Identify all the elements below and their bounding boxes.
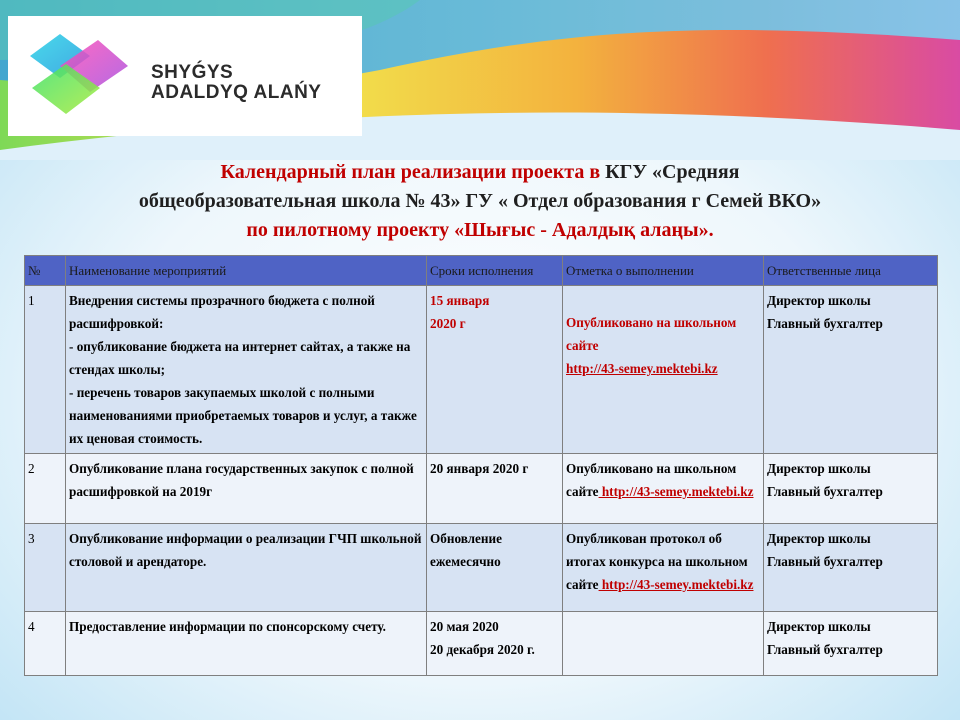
row-num: 2 (25, 454, 66, 524)
title-line-1-dark: КГУ «Средняя (600, 161, 740, 183)
header-name: Наименование мероприятий (66, 256, 427, 286)
row-responsible (764, 612, 938, 676)
row-num: 3 (25, 524, 66, 612)
row-responsible-line: Директор школы (767, 293, 871, 308)
row-status-text: Опубликовано на школьном сайте (566, 315, 737, 353)
row-num: 1 (25, 286, 66, 454)
row-deadline (427, 612, 563, 676)
row-name-line: Опубликование информации о реализации ГЧП школьной столовой и арендаторе. (69, 531, 422, 569)
row-status-text: Опубликован протокол об итогах конкурса на школьном сайте (566, 531, 748, 592)
row-deadline-line: 2020 г (430, 316, 466, 331)
site-link[interactable]: http://43-semey.mektebi.kz (566, 361, 718, 376)
title-line-1 (20, 158, 940, 187)
row-deadline-line: 20 января 2020 г (430, 461, 529, 476)
row-name (66, 454, 427, 524)
row-name-line: Опубликование плана государственных закупок с полной расшифровкой на 2019г (69, 461, 414, 499)
row-status (563, 454, 764, 524)
row-name (66, 286, 427, 454)
site-link[interactable]: http://43-semey.mektebi.kz (598, 577, 754, 592)
header-status: Отметка о выполнении (563, 256, 764, 286)
table-row (25, 524, 938, 612)
row-num: 4 (25, 612, 66, 676)
row-name (66, 524, 427, 612)
row-responsible-line: Директор школы (767, 531, 871, 546)
row-deadline (427, 286, 563, 454)
table-row (25, 454, 938, 524)
header-responsible: Ответственные лица (764, 256, 938, 286)
row-status (563, 612, 764, 676)
header-num: № (25, 256, 66, 286)
title-line-1-red: Календарный план реализации проекта в (220, 161, 601, 183)
row-deadline-line: Обновление ежемесячно (430, 531, 502, 569)
row-deadline-line: 20 мая 2020 (430, 619, 499, 634)
table-row (25, 286, 938, 454)
row-status (563, 286, 764, 454)
row-name-line: - опубликование бюджета на интернет сайтах, а также на стендах школы; (69, 339, 411, 377)
row-responsible-line: Главный бухгалтер (767, 554, 883, 569)
row-responsible-line: Главный бухгалтер (767, 316, 883, 331)
row-responsible (764, 286, 938, 454)
table-row (25, 612, 938, 676)
logo-line-1: SHYǴYS (151, 62, 234, 83)
row-name-line: - перечень товаров закупаемых школой с полными наименованиями приобретаемых товаров и услуг, а также их ценовая стоимость. (69, 385, 417, 446)
row-deadline-line: 15 января (430, 293, 490, 308)
row-status-text: Опубликовано на школьном сайте (566, 461, 737, 499)
row-name-line: Внедрения системы прозрачного бюджета с полной расшифровкой: (69, 293, 375, 331)
plan-table (24, 255, 938, 676)
table-header-row (25, 256, 938, 286)
row-responsible-line: Главный бухгалтер (767, 642, 883, 657)
logo-wordmark (151, 63, 321, 103)
row-responsible-line: Директор школы (767, 461, 871, 476)
row-responsible (764, 454, 938, 524)
logo-panel (8, 16, 362, 136)
title-line-2: общеобразовательная школа № 43» ГУ « Отдел образования г Семей ВКО» (138, 190, 822, 212)
row-responsible-line: Главный бухгалтер (767, 484, 883, 499)
logo-mark-icon (20, 26, 135, 126)
row-status (563, 524, 764, 612)
site-link[interactable]: http://43-semey.mektebi.kz (598, 484, 754, 499)
row-deadline-line: 20 декабря 2020 г. (430, 642, 535, 657)
header-deadline: Сроки исполнения (427, 256, 563, 286)
row-deadline (427, 454, 563, 524)
row-name (66, 612, 427, 676)
row-deadline (427, 524, 563, 612)
row-name-line: Предоставление информации по спонсорскому счету. (69, 619, 386, 634)
page-title (20, 158, 940, 245)
row-responsible (764, 524, 938, 612)
title-line-3: по пилотному проекту «Шығыс - Адалдық алаңы». (246, 219, 714, 241)
row-responsible-line: Директор школы (767, 619, 871, 634)
logo-line-2: ADALDYQ ALAŃY (151, 82, 322, 103)
